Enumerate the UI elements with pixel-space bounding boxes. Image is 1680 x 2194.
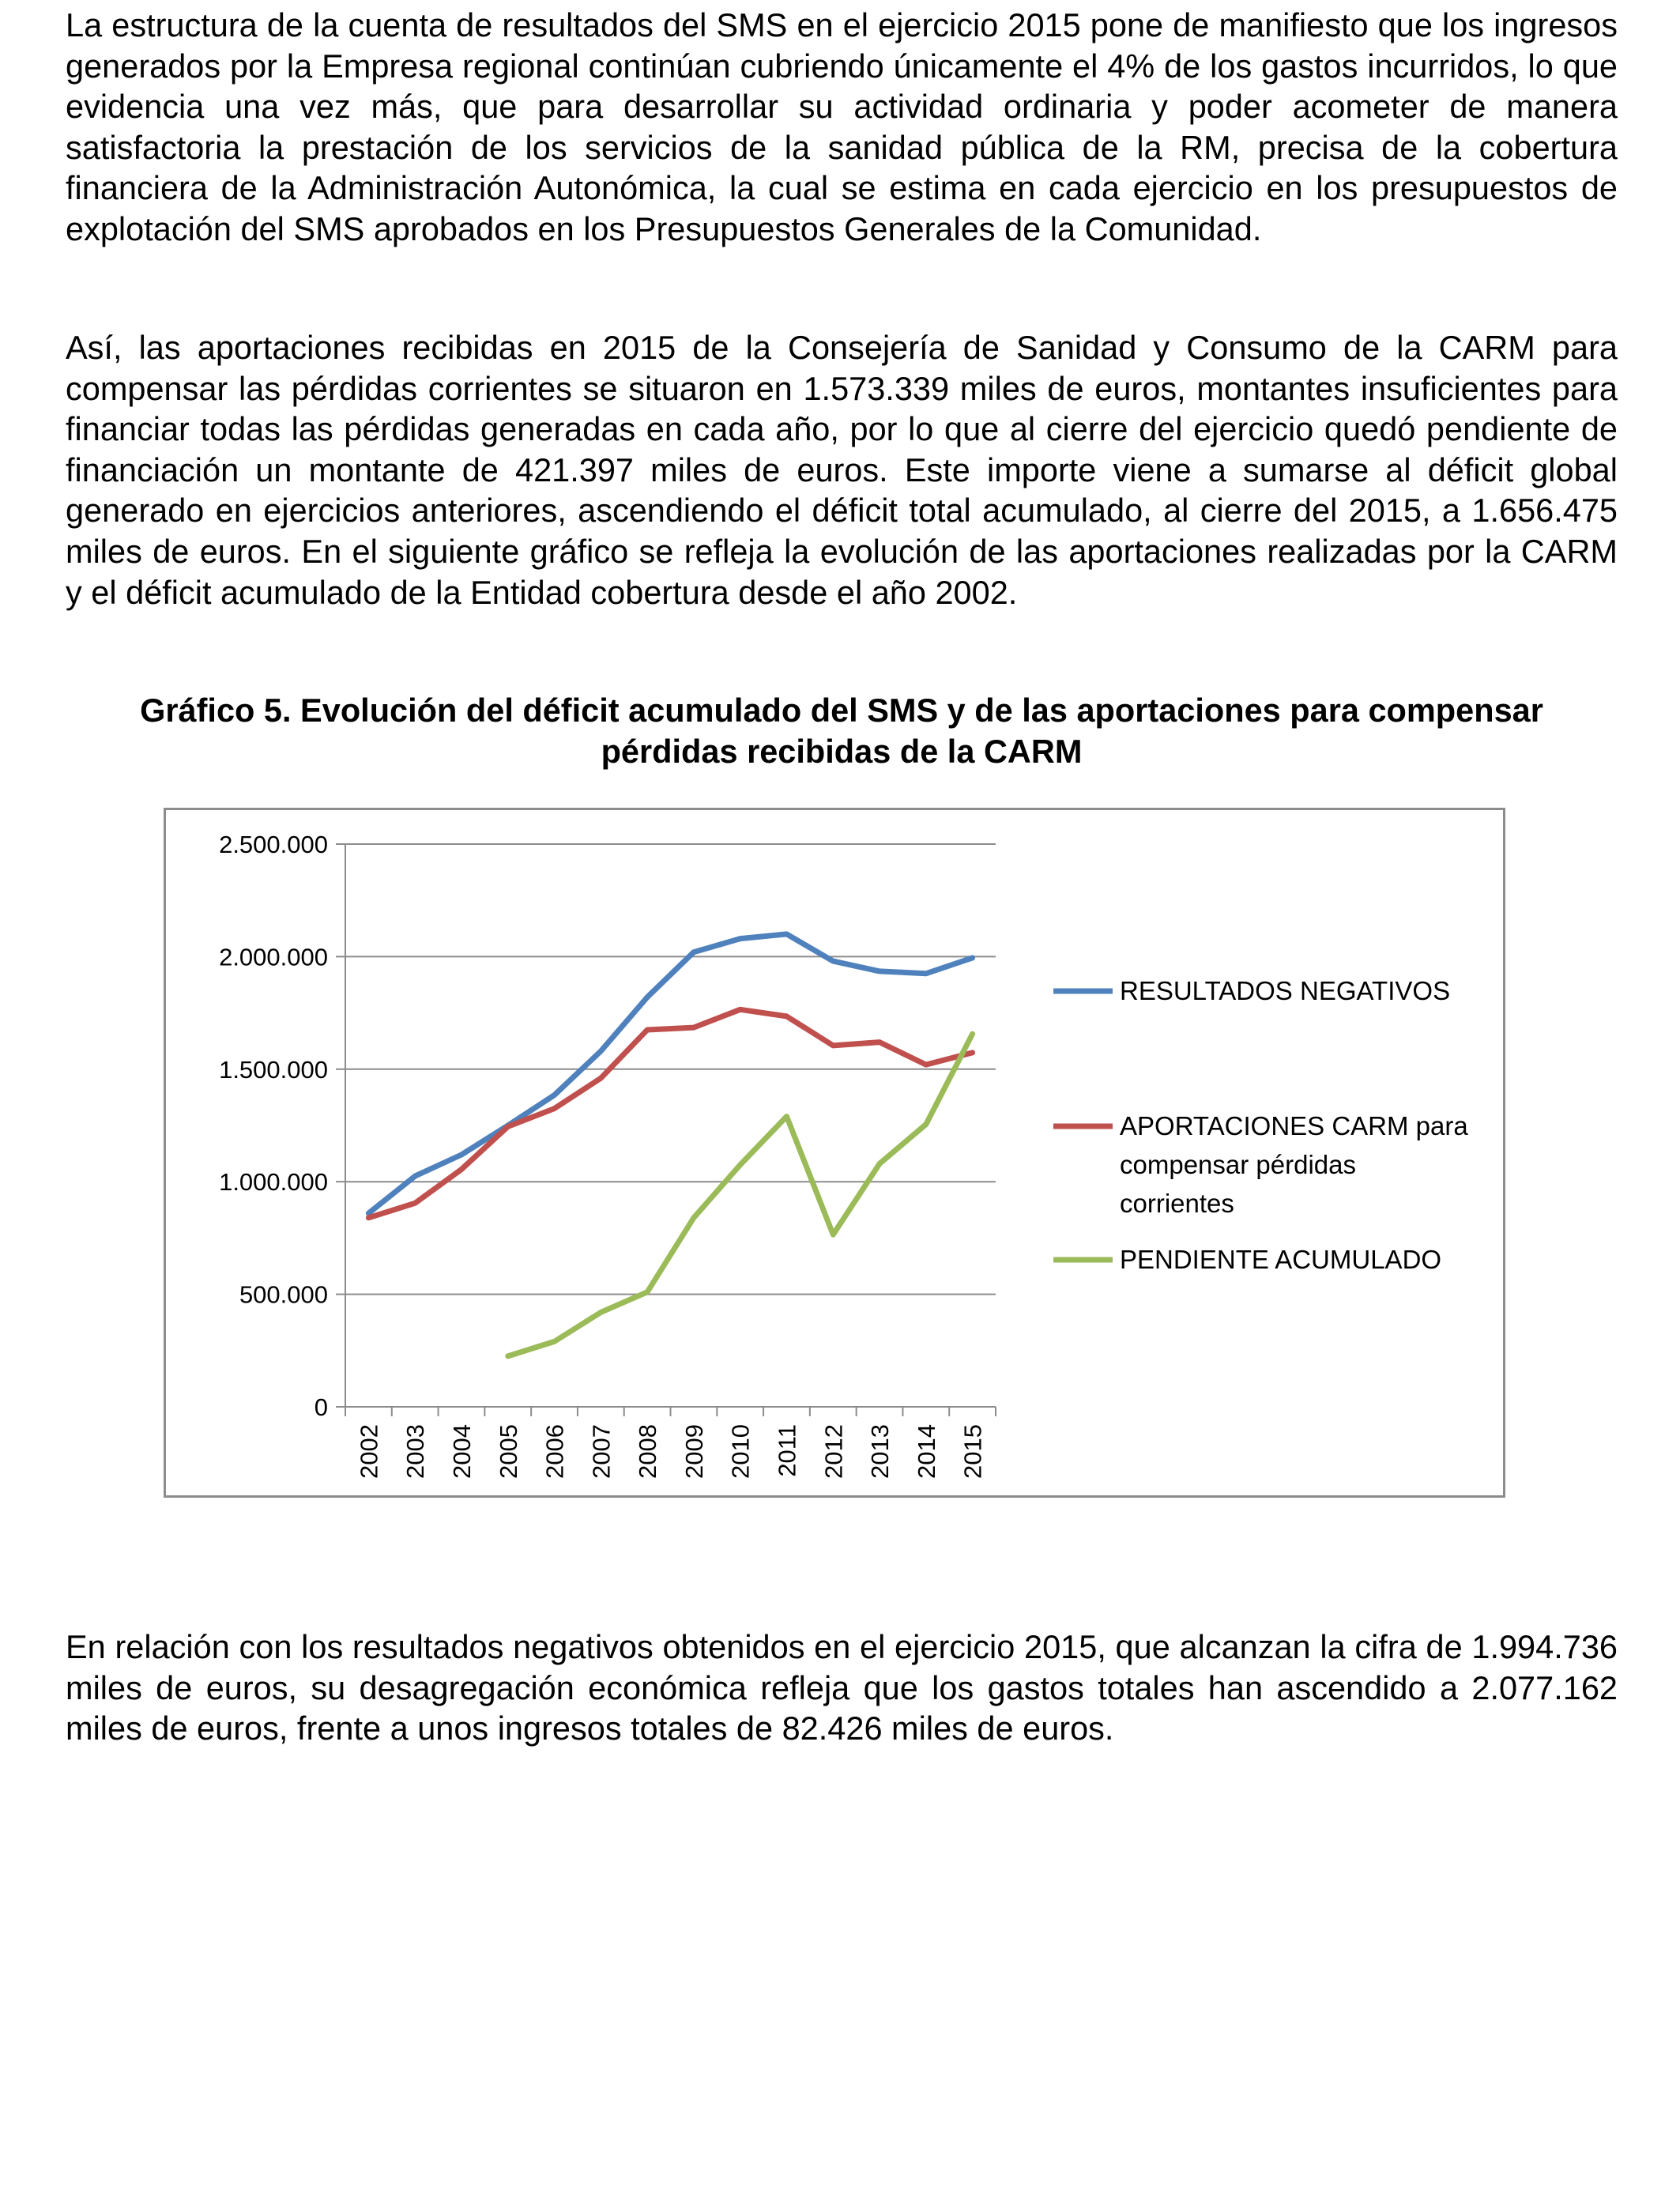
legend-label: RESULTADOS NEGATIVOS xyxy=(1120,976,1451,1005)
x-tick-label: 2007 xyxy=(587,1424,616,1479)
caption-line-2: pérdidas recibidas de la CARM xyxy=(601,733,1083,770)
x-tick-label: 2003 xyxy=(401,1424,430,1479)
legend-label: compensar pérdidas xyxy=(1120,1150,1356,1179)
series-line xyxy=(368,1009,972,1218)
caption-line-1: Gráfico 5. Evolución del déficit acumulado del SMS y de las aportaciones para compensar xyxy=(140,692,1543,729)
x-tick-label: 2015 xyxy=(959,1424,987,1479)
contributions-paragraph: Así, las aportaciones recibidas en 2015 de la Consejería de Sanidad y Consumo de la CARM para compensar las pérdidas corrientes se situaron en 1.573.339 miles de euros, montantes insuficientes para financiar todas las pérdidas generadas en cada año, por lo que al cierre del ejercicio quedó pendiente de financiación un montante de 421.397 miles de euros. Este importe viene a sumarse al déficit global generado en ejercicios anteriores, ascendiendo el déficit total acumulado, al cierre del 2015, a 1.656.475 miles de euros. En el siguiente gráfico se refleja la evolución de las aportaciones realizadas por la CARM y el déficit acumulado de la Entidad cobertura desde el año 2002. xyxy=(66,329,1618,611)
x-tick-label: 2013 xyxy=(866,1424,895,1479)
x-tick-label: 2006 xyxy=(541,1424,569,1479)
y-tick-label: 2.500.000 xyxy=(219,831,328,858)
legend-label: corrientes xyxy=(1120,1189,1234,1218)
x-tick-label: 2011 xyxy=(773,1424,801,1477)
x-tick-label: 2014 xyxy=(912,1424,940,1479)
x-tick-label: 2010 xyxy=(726,1424,755,1479)
y-tick-label: 500.000 xyxy=(239,1280,328,1309)
y-tick-label: 0 xyxy=(314,1393,328,1421)
x-tick-label: 2004 xyxy=(447,1424,476,1479)
x-tick-label: 2002 xyxy=(355,1424,383,1479)
y-tick-label: 1.000.000 xyxy=(219,1168,328,1197)
legend-label: PENDIENTE ACUMULADO xyxy=(1120,1245,1442,1274)
y-tick-label: 2.000.000 xyxy=(219,943,328,971)
legend-label: APORTACIONES CARM para xyxy=(1120,1111,1468,1140)
x-tick-label: 2008 xyxy=(634,1424,662,1479)
conclusion-paragraph: En relación con los resultados negativos obtenidos en el ejercicio 2015, que alcanzan la cifra de 1.994.736 miles de euros, su desagregación económica refleja que los gastos totales han ascendido a 2.077.162 miles de euros, frente a unos ingresos totales de 82.426 miles de euros. xyxy=(66,1628,1618,1747)
figure-caption xyxy=(66,690,1618,772)
intro-paragraph: La estructura de la cuenta de resultados del SMS en el ejercicio 2015 pone de manifiesto que los ingresos generados por la Empresa regional continúan cubriendo únicamente el 4% de los gastos incurridos, lo que evidencia una vez más, que para desarrollar su actividad ordinaria y poder acometer de manera satisfactoria la prestación de los servicios de la sanidad pública de la RM, precisa de la cobertura financiera de la Administración Autonómica, la cual se estima en cada ejercicio en los presupuestos de explotación del SMS aprobados en los Presupuestos Generales de la Comunidad. xyxy=(66,6,1618,247)
line-chart xyxy=(164,808,1505,1498)
y-tick-label: 1.500.000 xyxy=(219,1055,328,1084)
series-line xyxy=(508,1034,973,1356)
x-tick-label: 2009 xyxy=(680,1424,708,1479)
x-tick-label: 2012 xyxy=(819,1424,848,1479)
x-tick-label: 2005 xyxy=(494,1424,522,1479)
chart-canvas xyxy=(166,810,1508,1500)
